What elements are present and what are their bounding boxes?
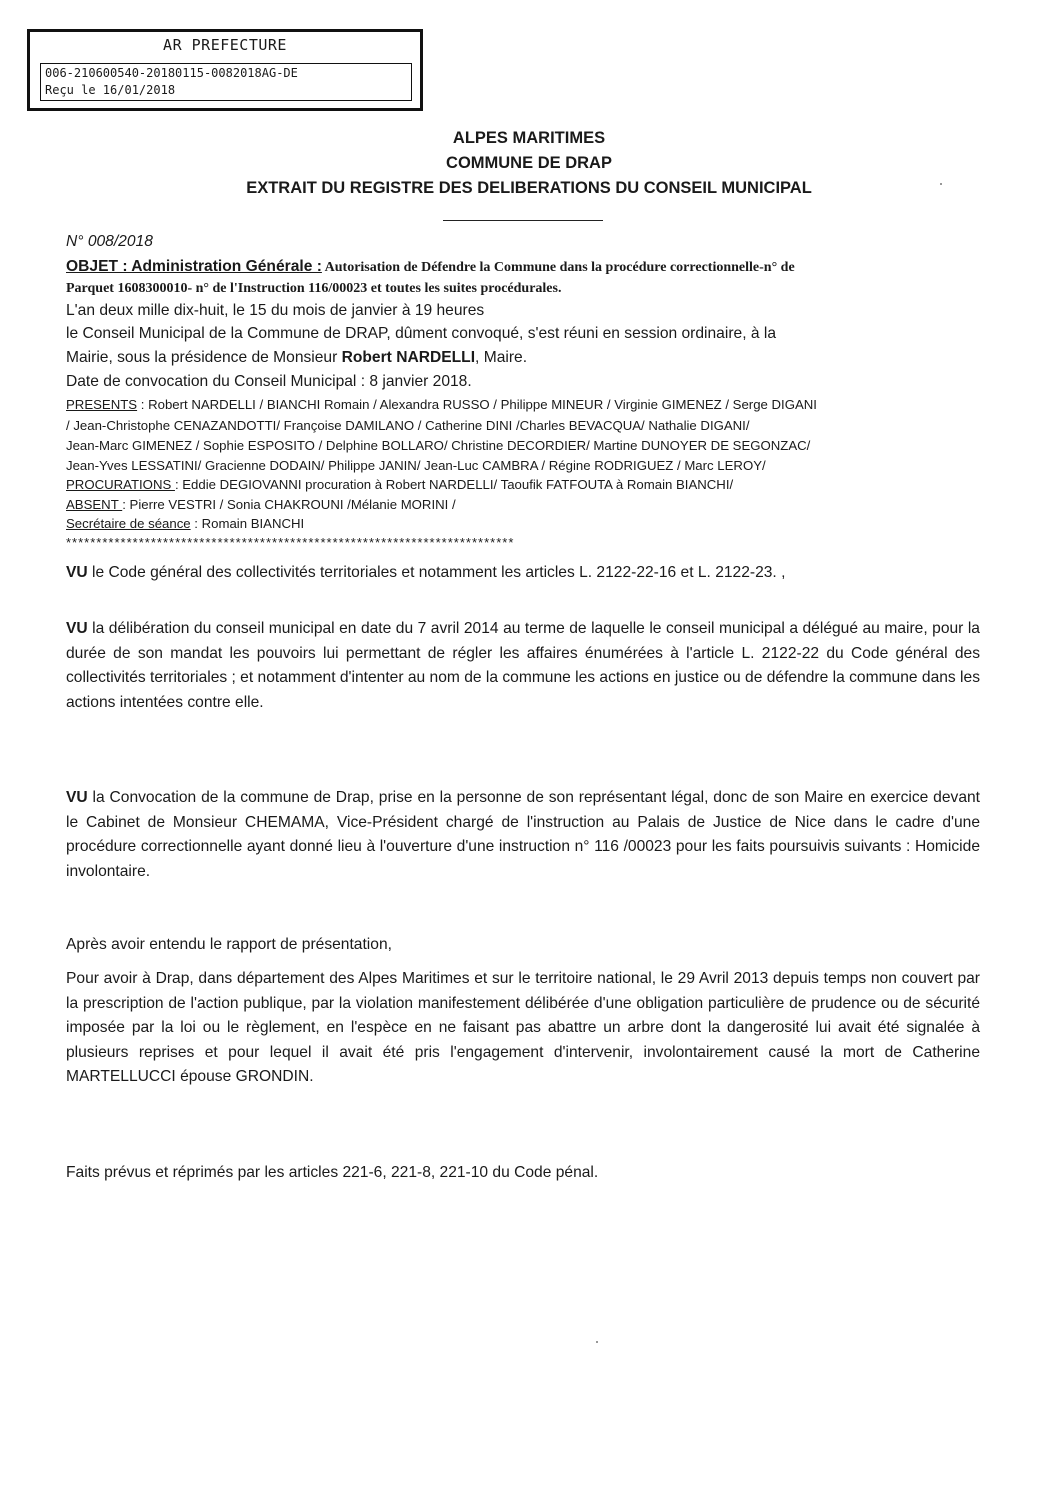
vu-label: VU	[66, 620, 88, 637]
stamp-received-date: Reçu le 16/01/2018	[45, 83, 176, 97]
presents-line-2: / Jean-Christophe CENAZANDOTTI/ Françoise DAMILANO / Catherine DINI /Charles BEVACQUA/ Nathalie DIGANI/	[66, 418, 750, 433]
stamp-details	[40, 63, 412, 101]
stamp-reference: 006-210600540-20180115-0082018AG-DE	[45, 66, 298, 80]
secretary-line	[66, 515, 304, 533]
department-heading: ALPES MARITIMES	[452, 129, 606, 147]
scan-speck	[596, 1341, 598, 1343]
session-date: L'an deux mille dix-huit, le 15 du mois de janvier à 19 heures	[66, 302, 485, 319]
vu-text-1: le Code général des collectivités territoriales et notamment les articles L. 2122-22-16 et L. 2122-23. ,	[87, 564, 786, 581]
procurations-names: : Eddie DEGIOVANNI procuration à Robert NARDELLI/ Taoufik FATFOUTA à Romain BIANCHI/	[174, 477, 734, 492]
procurations-label: PROCURATIONS	[66, 477, 175, 492]
presidency-line	[66, 347, 527, 369]
vu-paragraph-2	[66, 617, 980, 715]
presidency-text: Mairie, sous la présidence de Monsieur	[66, 349, 342, 366]
secretary-label: Secrétaire de séance	[66, 516, 191, 531]
absent-label: ABSENT	[66, 497, 123, 512]
vu-label: VU	[66, 789, 88, 806]
presents-names-1: : Robert NARDELLI / BIANCHI Romain / Alexandra RUSSO / Philippe MINEUR / Virginie GIMENEZ / Serge DIGANI	[137, 397, 817, 412]
vu-paragraph-1	[66, 561, 980, 586]
presents-line-4: Jean-Yves LESSATINI/ Gracienne DODAIN/ Philippe JANIN/ Jean-Luc CAMBRA / Régine RODRIGUEZ / Marc LEROY/	[66, 458, 766, 473]
presents-line-1	[66, 396, 817, 414]
absent-line	[66, 496, 456, 514]
articles-paragraph: Faits prévus et réprimés par les articles 221-6, 221-8, 221-10 du Code pénal.	[66, 1164, 599, 1181]
secretary-name: : Romain BIANCHI	[190, 516, 305, 531]
deliberation-number: N° 008/2018	[66, 233, 153, 250]
convocation-date: Date de convocation du Conseil Municipal : 8 janvier 2018.	[66, 373, 472, 390]
scan-speck	[940, 183, 942, 185]
vu-paragraph-3	[66, 786, 980, 884]
absent-names: : Pierre VESTRI / Sonia CHAKROUNI /Mélanie MORINI /	[122, 497, 456, 512]
objet-text-1: Autorisation de Défendre la Commune dans la procédure correctionnelle-n° de	[321, 260, 795, 275]
vu-label: VU	[66, 564, 88, 581]
stamp-title: AR PREFECTURE	[163, 36, 287, 54]
prefecture-stamp	[27, 29, 423, 111]
council-statement: le Conseil Municipal de la Commune de DRAP, dûment convoqué, s'est réuni en session ordinaire, à la	[66, 325, 776, 342]
presents-label: PRESENTS	[66, 397, 138, 412]
mayor-title: , Maire.	[475, 349, 528, 366]
presents-line-3: Jean-Marc GIMENEZ / Sophie ESPOSITO / Delphine BOLLARO/ Christine DECORDIER/ Martine DUNOYER DE SEGONZAC/	[66, 438, 811, 453]
rapport-paragraph: Après avoir entendu le rapport de présentation,	[66, 936, 392, 953]
document-title: EXTRAIT DU REGISTRE DES DELIBERATIONS DU CONSEIL MUNICIPAL	[246, 179, 812, 197]
objet-text-2: Parquet 1608300010- n° de l'Instruction 116/00023 et toutes les suites procédurales.	[66, 281, 562, 296]
procurations-line	[66, 476, 733, 494]
vu-text-3: la Convocation de la commune de Drap, prise en la personne de son représentant légal, donc de son Maire en exercice devant le Cabinet de Monsieur CHEMAMA, Vice-Président chargé de l'instruction au Palais de Justice de Nice dans le cadre d'une procédure correctionnelle ayant donné lieu à l'ouverture d'une instruction n° 116 /00023 pour les faits poursuivis suivants : Homicide involontaire.	[66, 789, 980, 880]
separator-stars: **************************************************************************	[66, 535, 515, 550]
faits-paragraph: Pour avoir à Drap, dans département des Alpes Maritimes et sur le territoire national, le 29 Avril 2013 depuis temps non couvert par la prescription de l'action publique, par la violation manifestement délibérée d'une obligation particulière de prudence ou de sécurité imposée par la loi ou le règlement, en l'espèce en ne faisant pas abattre un arbre dont la dangerosité lui avait été signalée à plusieurs reprises et pour lequel il avait été pris l'engagement d'intervenir, involontairement causé la mort de Catherine MARTELLUCCI épouse GRONDIN.	[66, 970, 980, 1086]
commune-heading: COMMUNE DE DRAP	[446, 154, 612, 172]
objet-line	[66, 256, 795, 279]
title-divider	[443, 220, 603, 221]
vu-text-2: la délibération du conseil municipal en date du 7 avril 2014 au terme de laquelle le conseil municipal a délégué au maire, pour la durée de son mandat les pouvoirs lui permettant de régler les affaires énumérées à l'article L. 2122-22 du Code général des collectivités territoriales ; et notamment d'intenter au nom de la commune les actions en justice ou de défendre la commune dans les actions intentées contre elle.	[66, 620, 980, 711]
objet-label: OBJET : Administration Générale :	[66, 258, 322, 275]
mayor-name: Robert NARDELLI	[341, 349, 476, 366]
